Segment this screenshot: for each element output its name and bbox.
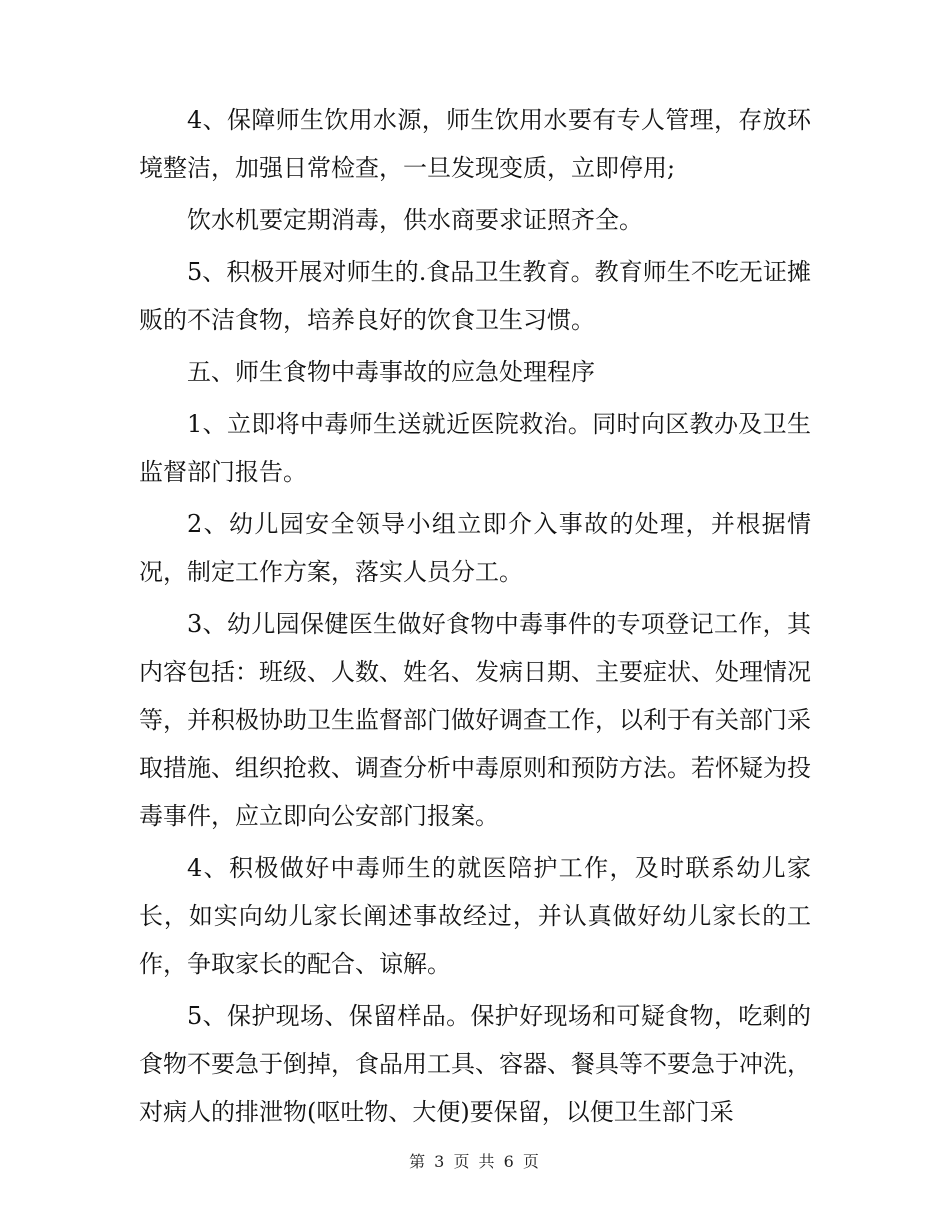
page-number-footer: 第 3 页 共 6 页: [409, 1152, 541, 1171]
paragraph-step-3: 3、幼儿园保健医生做好食物中毒事件的专项登记工作，其内容包括：班级、人数、姓名、发病日期、主要症状、处理情况等，并积极协助卫生监督部门做好调查工作，以利于有关部门采取措施、组织抢救、调查分析中毒原则和预防方法。若怀疑为投毒事件，应立即向公安部门报案。: [139, 610, 811, 830]
paragraph-water-dispenser: 饮水机要定期消毒，供水商要求证照齐全。: [187, 206, 643, 234]
section-heading-emergency-procedure: 五、师生食物中毒事故的应急处理程序: [187, 358, 595, 386]
document-body: [139, 96, 811, 1140]
paragraph-step-2: 2、幼儿园安全领导小组立即介入事故的处理，并根据情况，制定工作方案，落实人员分工。: [139, 510, 811, 586]
paragraph-step-1: 1、立即将中毒师生送就近医院救治。同时向区教办及卫生监督部门报告。: [139, 410, 811, 486]
paragraph-step-4: 4、积极做好中毒师生的就医陪护工作，及时联系幼儿家长，如实向幼儿家长阐述事故经过，并认真做好幼儿家长的工作，争取家长的配合、谅解。: [139, 854, 811, 978]
paragraph-food-hygiene-education: 5、积极开展对师生的.食品卫生教育。教育师生不吃无证摊贩的不洁食物，培养良好的饮食卫生习惯。: [139, 258, 811, 334]
paragraph-step-5: 5、保护现场、保留样品。保护好现场和可疑食物，吃剩的食物不要急于倒掉，食品用工具、容器、餐具等不要急于冲洗，对病人的排泄物(呕吐物、大便)要保留，以便卫生部门采: [139, 1002, 811, 1126]
paragraph-drinking-water: 4、保障师生饮用水源，师生饮用水要有专人管理，存放环境整洁，加强日常检查，一旦发现变质，立即停用;: [139, 106, 811, 182]
